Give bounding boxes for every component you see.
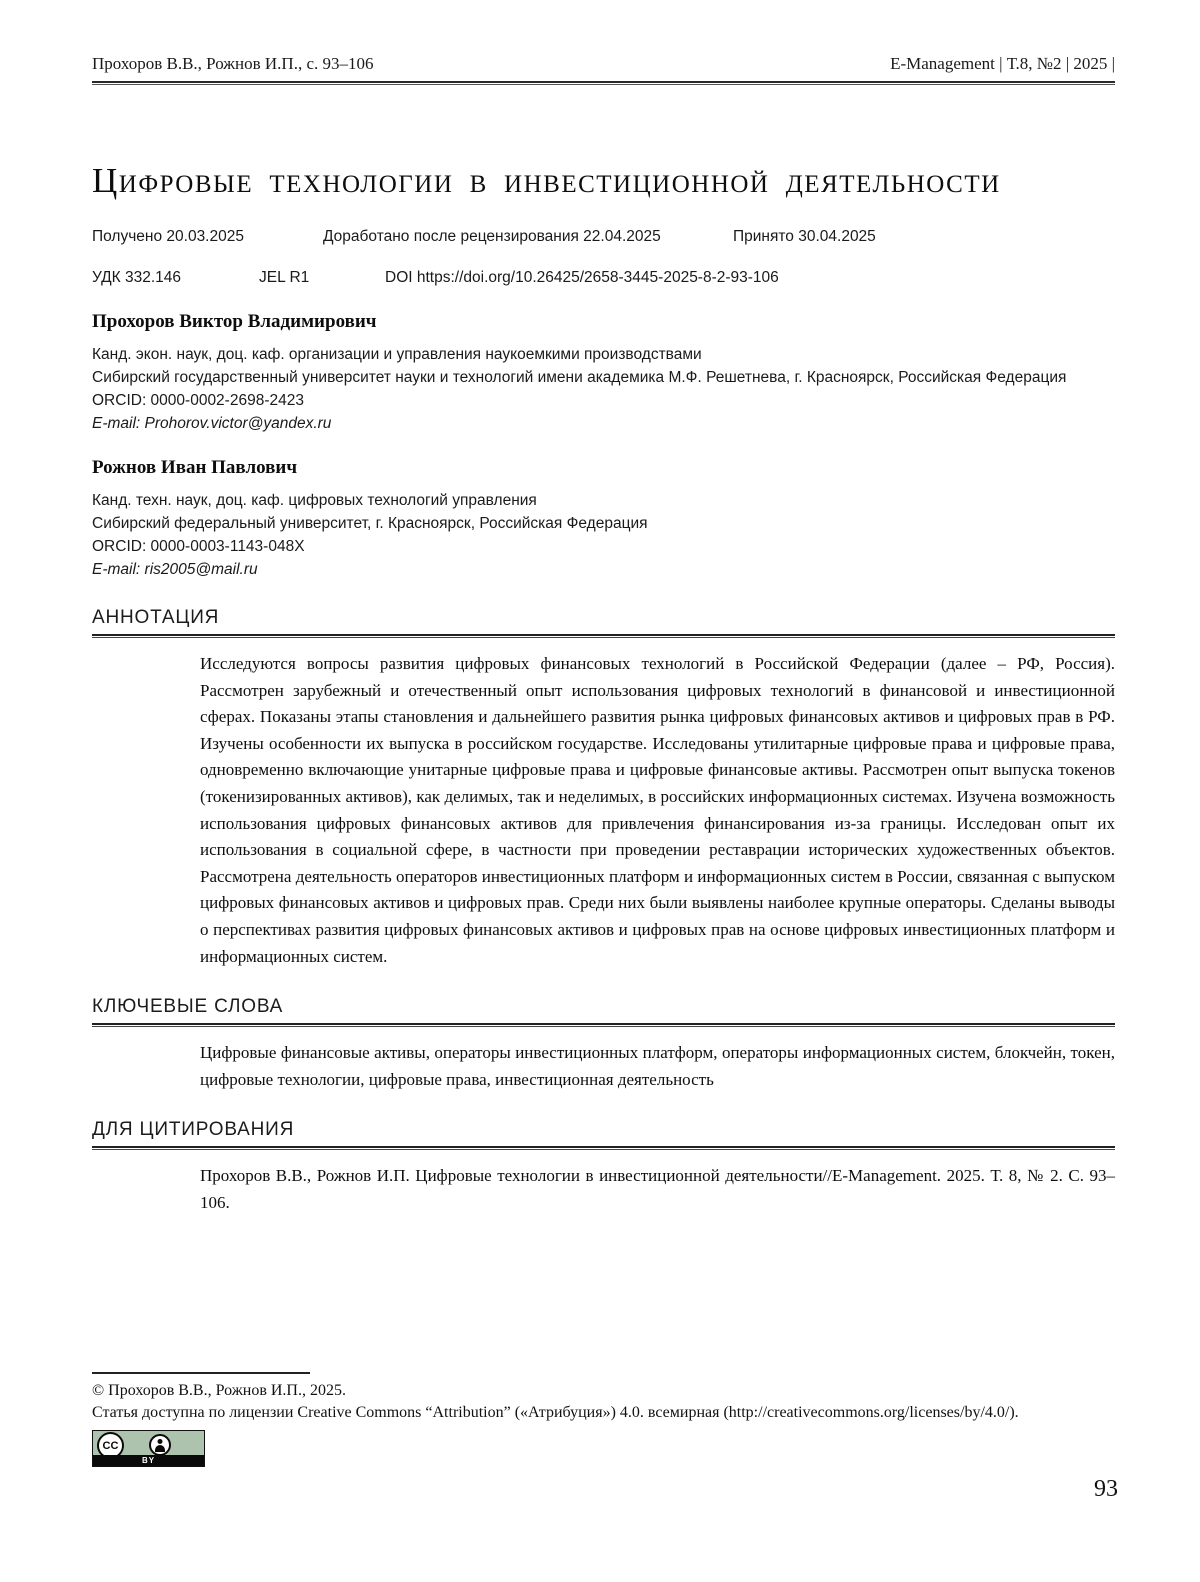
copyright-text: © Прохоров В.В., Рожнов И.П., 2025. (92, 1382, 346, 1399)
author-email: E-mail: ris2005@mail.ru (92, 561, 258, 578)
author-email: E-mail: Prohorov.victor@yandex.ru (92, 415, 332, 432)
keywords-text: Цифровые финансовые активы, операторы инвестиционных платформ, операторы информационных систем, блокчейн, токен, цифровые технологии, цифровые права, инвестиционная деятельность (200, 1043, 1115, 1089)
author-affiliation: Сибирский федеральный университет, г. Красноярск, Российская Федерация (92, 515, 648, 532)
doi-link: DOI https://doi.org/10.26425/2658-3445-2025-8-2-93-106 (385, 269, 779, 286)
citation-heading: ДЛЯ ЦИТИРОВАНИЯ (92, 1119, 295, 1141)
author-name: Рожнов Иван Павлович (92, 457, 298, 478)
author-position: Канд. экон. наук, доц. каф. организации и управления наукоемкими производствами (92, 346, 702, 363)
jel-code: JEL R1 (259, 269, 310, 286)
revised-date: Доработано после рецензирования 22.04.2025 (323, 228, 661, 245)
keywords-heading: КЛЮЧЕВЫЕ СЛОВА (92, 996, 284, 1018)
author-block (92, 311, 1115, 435)
attribution-person-icon (149, 1434, 171, 1456)
cc-logo-icon: CC (97, 1432, 124, 1459)
citation-rule (92, 1146, 1115, 1150)
license-text: Статья доступна по лицензии Creative Commons “Attribution” («Атрибуция») 4.0. всемирная (http://creativecommons.org/licenses/by/4.0/). (92, 1404, 1019, 1421)
citation-text: Прохоров В.В., Рожнов И.П. Цифровые технологии в инвестиционной деятельности//E-Management. 2025. Т. 8, № 2. С. 93–106. (200, 1166, 1115, 1212)
author-position: Канд. техн. наук, доц. каф. цифровых технологий управления (92, 492, 537, 509)
received-date: Получено 20.03.2025 (92, 228, 244, 245)
cc-by-label: BY (93, 1455, 204, 1466)
udc-code: УДК 332.146 (92, 269, 182, 286)
abstract-rule (92, 634, 1115, 638)
accepted-date: Принято 30.04.2025 (733, 228, 876, 245)
author-name: Прохоров Виктор Владимирович (92, 311, 377, 332)
header-rule (92, 81, 1115, 85)
page-number: 93 (1094, 1476, 1118, 1502)
running-head-journal: E-Management | Т.8, №2 | 2025 | (890, 54, 1115, 73)
page-title: Цифровые технологии в инвестиционной деятельности (92, 161, 1001, 200)
author-affiliation: Сибирский государственный университет науки и технологий имени академика М.Ф. Решетнева, г. Красноярск, Российская Федерация (92, 369, 1067, 386)
classification-row (92, 269, 1115, 287)
author-orcid: ORCID: 0000-0003-1143-048X (92, 538, 305, 555)
running-head (92, 0, 1115, 74)
running-head-authors: Прохоров В.В., Рожнов И.П., с. 93–106 (92, 54, 374, 73)
cc-by-badge (92, 1430, 205, 1467)
abstract-heading: АННОТАЦИЯ (92, 607, 220, 628)
dates-row (92, 228, 1115, 246)
author-orcid: ORCID: 0000-0002-2698-2423 (92, 392, 304, 409)
abstract-text: Исследуются вопросы развития цифровых финансовых технологий в Российской Федерации (далее – РФ, Россия). Рассмотрен зарубежный и отечественный опыт использования цифровых технологий в финансовой и инвестиционной сферах. Показаны этапы становления и дальнейшего развития рынка цифровых финансовых активов и цифровых прав в РФ. Изучены особенности их выпуска в российском государстве. Исследованы утилитарные цифровые права и цифровые права, одновременно включающие унитарные цифровые права и цифровые финансовые активы. Рассмотрен опыт выпуска токенов (токенизированных активов), как делимых, так и неделимых, в российских информационных системах. Изучена возможность использования цифровых финансовых активов для привлечения финансирования из-за границы. Исследован опыт их использования в социальной сфере, в частности при проведении реставрации исторических художественных объектов. Рассмотрена деятельность операторов инвестиционных платформ и информационных систем в России, связанная с выпуском цифровых финансовых активов и цифровых прав. Среди них были выявлены наиболее крупные операторы. Сделаны выводы о перспективах развития цифровых финансовых активов и цифровых прав на основе цифровых инвестиционных платформ и информационных систем. (200, 654, 1115, 966)
footer-rule (92, 1372, 310, 1374)
footer (92, 1372, 1122, 1467)
keywords-rule (92, 1023, 1115, 1027)
author-block (92, 457, 1115, 581)
